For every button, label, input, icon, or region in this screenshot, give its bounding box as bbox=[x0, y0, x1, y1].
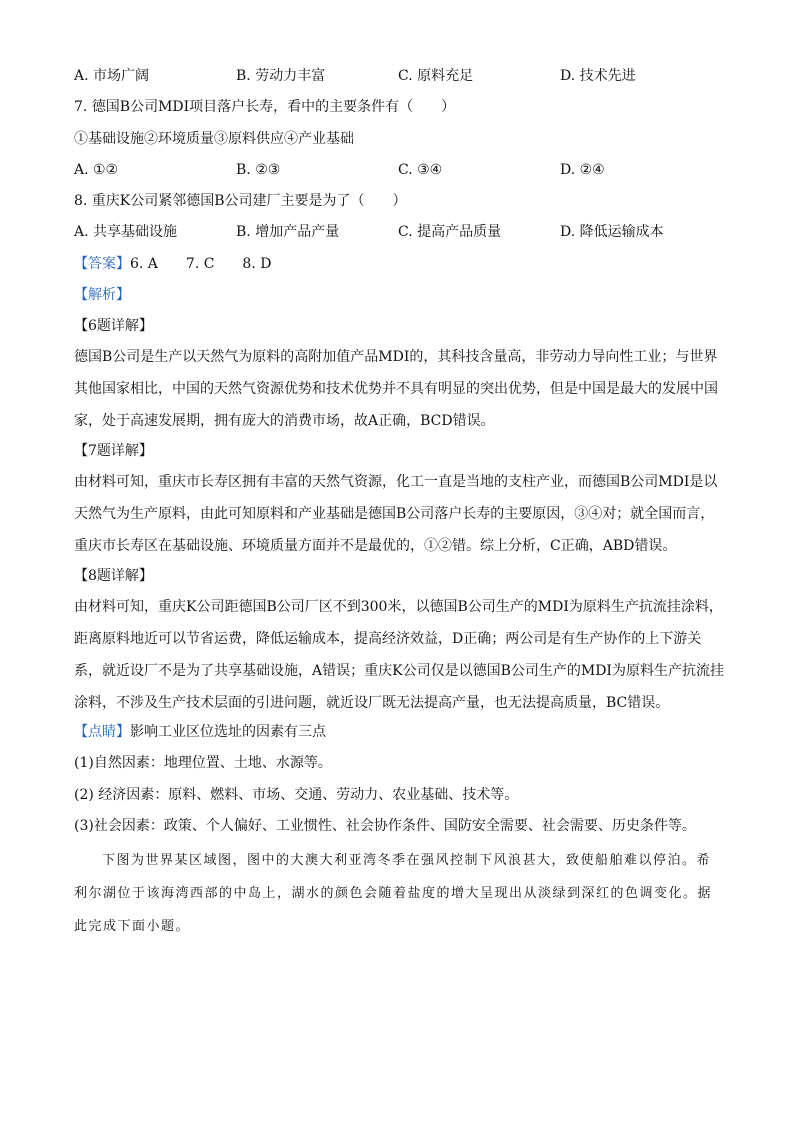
q6-option-b: B. 劳动力丰富 bbox=[236, 68, 326, 84]
tip-item-1: (1)自然因素：地理位置、土地、水源等。 bbox=[74, 755, 332, 771]
q7-option-a: A. ①② bbox=[74, 162, 119, 178]
next-material-text: 下图为世界某区域图，图中的大澳大利亚湾冬季在强风控制下风浪甚大，致使船舶难以停泊。希利尔湖位于该海湾西部的中岛上，湖水的颜色会随着盐度的增大呈现出从淡绿到深红的色调变化。据此完成下面小题。 bbox=[74, 853, 713, 934]
q7-stem: 7. 德国B公司MDI项目落户长寿，看中的主要条件有（ ） bbox=[74, 99, 456, 115]
q7-option-c: C. ③④ bbox=[398, 162, 443, 178]
tip-label: 【点睛】 bbox=[74, 724, 130, 740]
answer-line bbox=[74, 254, 724, 274]
q7-option-d: D. ②④ bbox=[560, 162, 605, 178]
answer-label: 【答案】 bbox=[74, 256, 130, 272]
q8-option-d: D. 降低运输成本 bbox=[560, 224, 664, 240]
tip-line bbox=[74, 722, 724, 742]
q8-option-a: A. 共享基础设施 bbox=[74, 224, 178, 240]
q6-option-c: C. 原料充足 bbox=[398, 68, 474, 84]
detail7-heading: 【7题详解】 bbox=[74, 443, 153, 459]
tip-item-2: (2) 经济因素：原料、燃料、市场、交通、劳动力、农业基础、技术等。 bbox=[74, 787, 519, 803]
q7-items: ①基础设施②环境质量③原料供应④产业基础 bbox=[74, 131, 354, 147]
answer-text: 6. A 7. C 8. D bbox=[130, 256, 272, 272]
detail7-text: 由材料可知，重庆市长寿区拥有丰富的天然气资源，化工一直是当地的支柱产业，而德国B公司MDI是以天然气为生产原料，由此可知原料和产业基础是德国B公司落户长寿的主要原因，③④对；就全国而言，重庆市长寿区在基础设施、环境质量方面并不是最优的，①②错。综上分析，C正确，ABD错误。 bbox=[74, 474, 718, 554]
analysis-label: 【解析】 bbox=[74, 287, 130, 303]
q6-option-a: A. 市场广阔 bbox=[74, 68, 150, 84]
tip-text: 影响工业区位选址的因素有三点 bbox=[130, 724, 326, 740]
q7-option-b: B. ②③ bbox=[236, 162, 281, 178]
q8-option-c: C. 提高产品质量 bbox=[398, 224, 502, 240]
q8-stem: 8. 重庆K公司紧邻德国B公司建厂主要是为了（ ） bbox=[74, 193, 407, 209]
q8-option-b: B. 增加产品产量 bbox=[236, 224, 340, 240]
tip-item-3: (3)社会因素：政策、个人偏好、工业惯性、社会协作条件、国防安全需要、社会需要、历史条件等。 bbox=[74, 818, 696, 834]
detail6-heading: 【6题详解】 bbox=[74, 318, 153, 334]
detail8-heading: 【8题详解】 bbox=[74, 568, 153, 584]
detail8-text: 由材料可知，重庆K公司距德国B公司厂区不到300米，以德国B公司生产的MDI为原料生产抗流挂涂料，距离原料地近可以节省运费，降低运输成本，提高经济效益，D正确；两公司是有生产协作的上下游关系，就近设厂不是为了共享基础设施，A错误；重庆K公司仅是以德国B公司生产的MDI为原料生产抗流挂涂料，不涉及生产技术层面的引进问题，就近设厂既无法提高产量，也无法提高质量，BC错误。 bbox=[74, 599, 724, 711]
detail6-text: 德国B公司是生产以天然气为原料的高附加值产品MDI的，其科技含量高，非劳动力导向性工业；与世界其他国家相比，中国的天然气资源优势和技术优势并不具有明显的突出优势，但是中国是最大的发展中国家，处于高速发展期，拥有庞大的消费市场，故A正确，BCD错误。 bbox=[74, 349, 718, 429]
q6-option-d: D. 技术先进 bbox=[560, 68, 636, 84]
